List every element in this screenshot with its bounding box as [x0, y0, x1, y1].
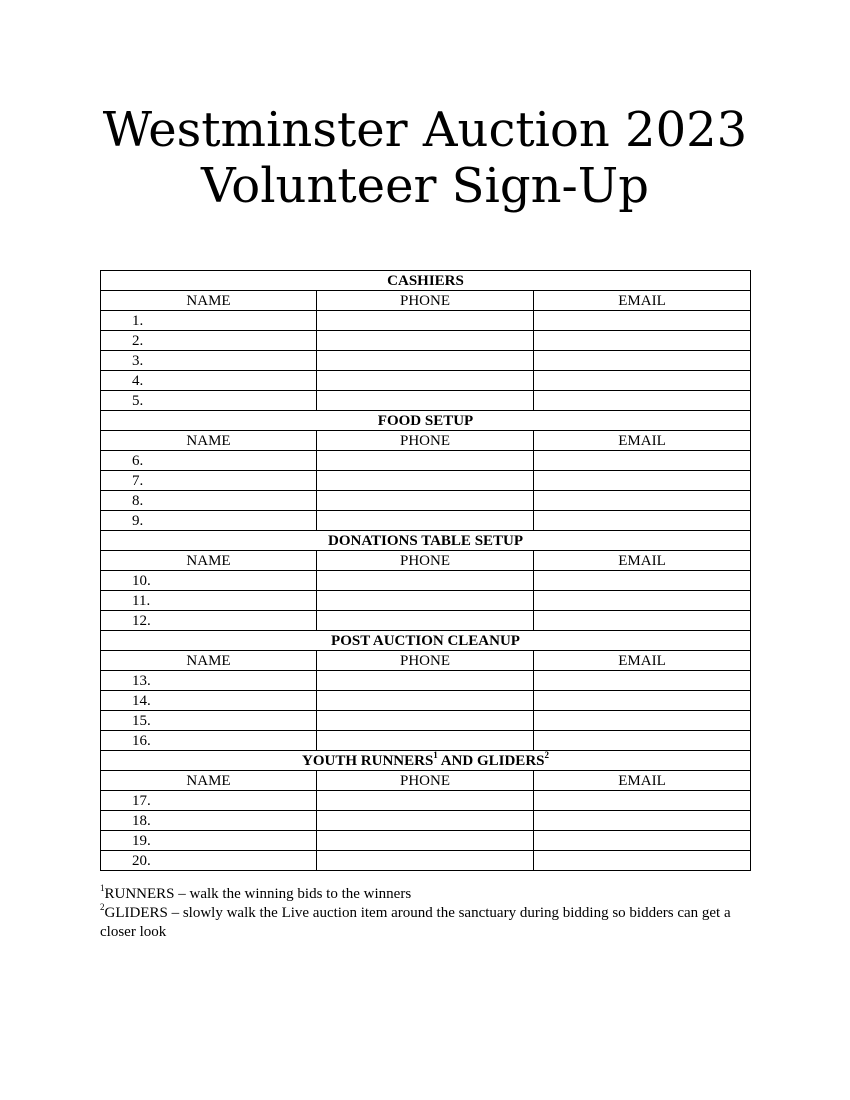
volunteer-entry-row	[101, 711, 751, 731]
column-header-phone: PHONE	[317, 771, 534, 791]
name-cell[interactable]: 4.	[101, 371, 317, 391]
volunteer-entry-row	[101, 331, 751, 351]
volunteer-entry-row	[101, 811, 751, 831]
name-cell[interactable]: 2.	[101, 331, 317, 351]
name-cell[interactable]: 8.	[101, 491, 317, 511]
phone-cell[interactable]	[317, 851, 534, 871]
email-cell[interactable]	[534, 831, 751, 851]
section-title: POST AUCTION CLEANUP	[101, 631, 751, 651]
section-header-row	[101, 411, 751, 431]
phone-cell[interactable]	[317, 591, 534, 611]
volunteer-entry-row	[101, 571, 751, 591]
column-header-name: NAME	[101, 651, 317, 671]
column-header-email: EMAIL	[534, 431, 751, 451]
column-header-row	[101, 431, 751, 451]
column-header-phone: PHONE	[317, 551, 534, 571]
volunteer-entry-row	[101, 611, 751, 631]
name-cell[interactable]: 13.	[101, 671, 317, 691]
name-cell[interactable]: 18.	[101, 811, 317, 831]
title-line-1: Westminster Auction 2023	[102, 102, 748, 158]
name-cell[interactable]: 11.	[101, 591, 317, 611]
section-title	[101, 751, 751, 771]
email-cell[interactable]	[534, 571, 751, 591]
column-header-email: EMAIL	[534, 771, 751, 791]
volunteer-entry-row	[101, 731, 751, 751]
name-cell[interactable]: 7.	[101, 471, 317, 491]
name-cell[interactable]: 20.	[101, 851, 317, 871]
email-cell[interactable]	[534, 371, 751, 391]
name-cell[interactable]: 14.	[101, 691, 317, 711]
section-title: CASHIERS	[101, 271, 751, 291]
phone-cell[interactable]	[317, 471, 534, 491]
phone-cell[interactable]	[317, 731, 534, 751]
email-cell[interactable]	[534, 471, 751, 491]
page-title	[0, 102, 850, 214]
footnote-gliders	[100, 904, 760, 942]
email-cell[interactable]	[534, 351, 751, 371]
column-header-name: NAME	[101, 771, 317, 791]
name-cell[interactable]: 15.	[101, 711, 317, 731]
phone-cell[interactable]	[317, 611, 534, 631]
section-title-part: YOUTH RUNNERS	[302, 752, 434, 769]
phone-cell[interactable]	[317, 831, 534, 851]
section-header-row	[101, 531, 751, 551]
column-header-row	[101, 771, 751, 791]
footnote-text: RUNNERS – walk the winning bids to the winners	[104, 886, 412, 902]
column-header-name: NAME	[101, 291, 317, 311]
name-cell[interactable]: 19.	[101, 831, 317, 851]
email-cell[interactable]	[534, 731, 751, 751]
email-cell[interactable]	[534, 791, 751, 811]
phone-cell[interactable]	[317, 671, 534, 691]
volunteer-entry-row	[101, 851, 751, 871]
column-header-email: EMAIL	[534, 291, 751, 311]
column-header-phone: PHONE	[317, 431, 534, 451]
name-cell[interactable]: 17.	[101, 791, 317, 811]
column-header-row	[101, 291, 751, 311]
name-cell[interactable]: 1.	[101, 311, 317, 331]
footnote-mark: 2	[100, 902, 105, 912]
volunteer-entry-row	[101, 691, 751, 711]
email-cell[interactable]	[534, 691, 751, 711]
volunteer-entry-row	[101, 311, 751, 331]
column-header-phone: PHONE	[317, 651, 534, 671]
email-cell[interactable]	[534, 851, 751, 871]
footnote-text: GLIDERS – slowly walk the Live auction item around the sanctuary during bidding so bidders can get a closer look	[100, 905, 731, 940]
phone-cell[interactable]	[317, 391, 534, 411]
email-cell[interactable]	[534, 331, 751, 351]
footnote-mark: 1	[433, 749, 438, 760]
phone-cell[interactable]	[317, 811, 534, 831]
email-cell[interactable]	[534, 611, 751, 631]
phone-cell[interactable]	[317, 451, 534, 471]
column-header-email: EMAIL	[534, 551, 751, 571]
email-cell[interactable]	[534, 591, 751, 611]
section-header-row	[101, 631, 751, 651]
email-cell[interactable]	[534, 671, 751, 691]
volunteer-entry-row	[101, 471, 751, 491]
column-header-row	[101, 651, 751, 671]
volunteer-entry-row	[101, 371, 751, 391]
column-header-email: EMAIL	[534, 651, 751, 671]
column-header-phone: PHONE	[317, 291, 534, 311]
volunteer-entry-row	[101, 511, 751, 531]
name-cell[interactable]: 12.	[101, 611, 317, 631]
volunteer-entry-row	[101, 591, 751, 611]
email-cell[interactable]	[534, 811, 751, 831]
footnote-runners	[100, 885, 760, 904]
email-cell[interactable]	[534, 451, 751, 471]
volunteer-signup-table	[100, 270, 751, 871]
section-title-part: AND GLIDERS	[437, 752, 545, 769]
footnote-mark: 2	[544, 749, 549, 760]
phone-cell[interactable]	[317, 711, 534, 731]
email-cell[interactable]	[534, 491, 751, 511]
volunteer-entry-row	[101, 491, 751, 511]
column-header-name: NAME	[101, 551, 317, 571]
phone-cell[interactable]	[317, 311, 534, 331]
email-cell[interactable]	[534, 311, 751, 331]
email-cell[interactable]	[534, 511, 751, 531]
phone-cell[interactable]	[317, 491, 534, 511]
title-line-2: Volunteer Sign-Up	[201, 158, 649, 214]
phone-cell[interactable]	[317, 371, 534, 391]
column-header-row	[101, 551, 751, 571]
footnotes	[100, 885, 760, 942]
phone-cell[interactable]	[317, 331, 534, 351]
volunteer-entry-row	[101, 671, 751, 691]
phone-cell[interactable]	[317, 691, 534, 711]
name-cell[interactable]: 6.	[101, 451, 317, 471]
volunteer-entry-row	[101, 451, 751, 471]
section-header-row	[101, 271, 751, 291]
section-header-row	[101, 751, 751, 771]
phone-cell[interactable]	[317, 571, 534, 591]
name-cell[interactable]: 16.	[101, 731, 317, 751]
name-cell[interactable]: 10.	[101, 571, 317, 591]
name-cell[interactable]: 9.	[101, 511, 317, 531]
footnote-mark: 1	[100, 883, 105, 893]
phone-cell[interactable]	[317, 791, 534, 811]
column-header-name: NAME	[101, 431, 317, 451]
volunteer-entry-row	[101, 791, 751, 811]
phone-cell[interactable]	[317, 351, 534, 371]
volunteer-entry-row	[101, 351, 751, 371]
name-cell[interactable]: 3.	[101, 351, 317, 371]
email-cell[interactable]	[534, 711, 751, 731]
phone-cell[interactable]	[317, 511, 534, 531]
volunteer-entry-row	[101, 391, 751, 411]
section-title: DONATIONS TABLE SETUP	[101, 531, 751, 551]
volunteer-entry-row	[101, 831, 751, 851]
email-cell[interactable]	[534, 391, 751, 411]
section-title: FOOD SETUP	[101, 411, 751, 431]
name-cell[interactable]: 5.	[101, 391, 317, 411]
